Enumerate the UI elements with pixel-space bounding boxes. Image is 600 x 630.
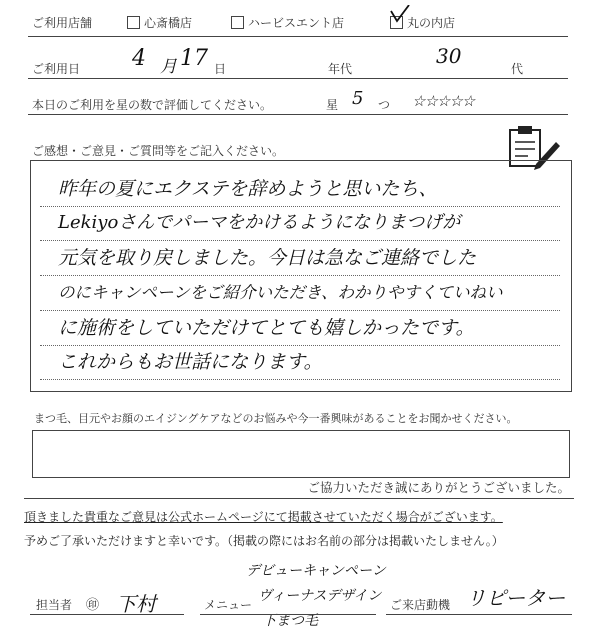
feedback-line: 昨年の夏にエクステを辞めようと思いたち、 [58, 178, 438, 200]
visit-day-value: 17 [180, 46, 208, 71]
visit-day-unit: 日 [214, 62, 227, 76]
feedback-line: Lekiyoさんでパーマをかけるようになりまつげが [58, 212, 461, 233]
notice-line1: 頂きました貴重なご意見は公式ホームページにて掲載させていただく場合がございます。 [24, 510, 503, 524]
store-option-herbis-ent[interactable] [231, 14, 344, 31]
menu-label: メニュー [204, 598, 253, 612]
motive-label: ご来店動機 [390, 598, 451, 612]
feedback-line: 元気を取り戻しました。今日は急なご連絡でした [58, 247, 477, 269]
age-value: 30 [436, 44, 462, 68]
menu-line: ヴィーナスデザイン [258, 588, 382, 604]
feedback-line: に施術をしていただけてとても嬉しかったです。 [58, 317, 475, 339]
store-option-label: ハービスエント店 [248, 16, 345, 30]
motive-value: リピーター [466, 586, 566, 610]
checkbox-icon[interactable] [390, 16, 403, 29]
visit-month-unit: 月 [160, 57, 177, 77]
store-option-shinsaibashi[interactable] [127, 14, 192, 31]
menu-line: 下まつ毛 [262, 613, 318, 629]
seal-icon: ㊞ [86, 598, 100, 613]
feedback-prompt: ご感想・ご意見・ご質問等をご記入ください。 [32, 144, 285, 158]
aging-answer-box[interactable] [32, 430, 570, 478]
rating-stars: ☆☆☆☆☆ [412, 92, 475, 110]
age-unit: 代 [511, 62, 524, 76]
visit-date-label: ご利用日 [32, 62, 81, 76]
menu-line: デビューキャンペーン [246, 563, 386, 579]
rating-unit: つ [378, 98, 391, 112]
visit-month-value: 4 [132, 46, 146, 71]
store-option-label: 心斎橋店 [144, 16, 193, 30]
rating-value: 5 [352, 88, 364, 109]
aging-prompt: まつ毛、目元やお顔のエイジングケアなどのお悩みや今一番興味があることをお聞かせください。 [34, 412, 518, 425]
feedback-line: のにキャンペーンをご紹介いただき、わかりやすくていねい [58, 283, 503, 302]
store-option-label: 丸の内店 [407, 16, 456, 30]
rating-label: 星 [326, 98, 339, 112]
checkbox-icon[interactable] [127, 16, 140, 29]
notice-line2: 予めご了承いただけますと幸いです。（掲載の際にはお名前の部分は掲載いたしません。） [24, 534, 504, 548]
rating-prompt: 本日のご利用を星の数で評価してください。 [32, 98, 273, 112]
staff-name: 下村 [116, 592, 156, 616]
checkbox-icon[interactable] [231, 16, 244, 29]
age-label: 年代 [328, 62, 353, 76]
feedback-line: これからもお世話になります。 [58, 351, 323, 373]
staff-label: 担当者 [36, 598, 73, 612]
store-label: ご利用店舗 [32, 16, 93, 30]
thanks-text: ご協力いただき誠にありがとうございました。 [307, 480, 570, 495]
checkmark-icon [389, 5, 411, 27]
store-option-marunouchi[interactable] [390, 14, 455, 31]
